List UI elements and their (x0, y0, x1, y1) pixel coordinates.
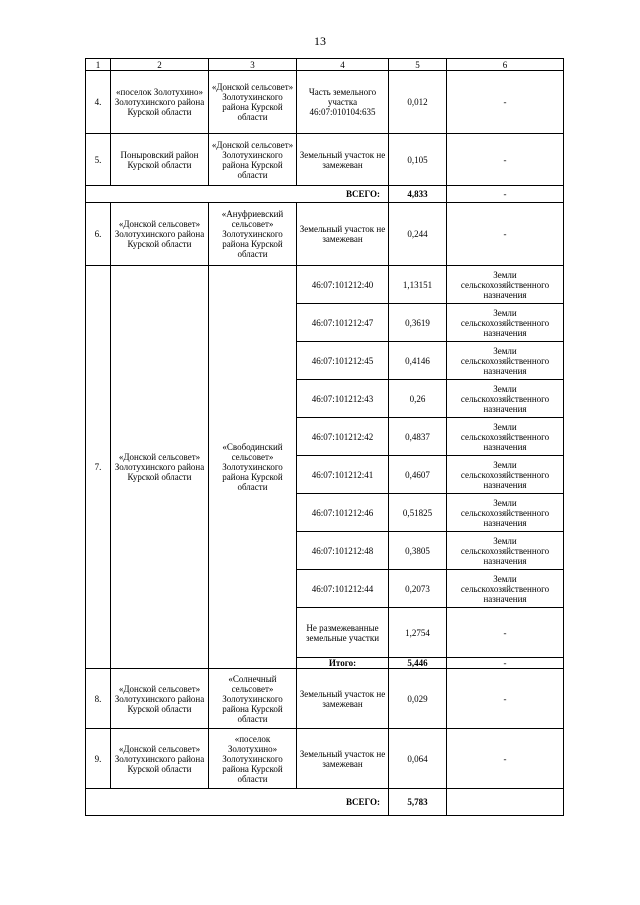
parcel-cell: 46:07:101212:46 (297, 494, 389, 532)
parcel-cell: Земельный участок не замежеван (297, 669, 389, 729)
category-cell: - (447, 729, 564, 789)
total-label: ВСЕГО: (86, 789, 389, 816)
municipality-cell: Поныровский район Курской области (111, 134, 209, 186)
area-cell: 0,4607 (389, 456, 447, 494)
area-cell: 1,2754 (389, 608, 447, 658)
header-cell: 6 (447, 59, 564, 71)
category-cell: Земли сельскохозяйственного назначения (447, 380, 564, 418)
category-cell: - (447, 134, 564, 186)
council-cell: «поселок Золотухино» Золотухинского района Курской области (209, 729, 297, 789)
parcel-cell: 46:07:101212:47 (297, 304, 389, 342)
parcel-cell: 46:07:101212:42 (297, 418, 389, 456)
category-cell: - (447, 608, 564, 658)
parcel-cell: 46:07:101212:43 (297, 380, 389, 418)
area-cell: 0,4146 (389, 342, 447, 380)
total-area: 4,833 (389, 186, 447, 203)
row-number: 4. (86, 71, 111, 134)
council-cell: «Солнечный сельсовет» Золотухинского района Курской области (209, 669, 297, 729)
parcel-cell: Часть земельного участка 46:07:010104:635 (297, 71, 389, 134)
area-cell: 0,029 (389, 669, 447, 729)
parcel-cell: 46:07:101212:41 (297, 456, 389, 494)
area-cell: 0,4837 (389, 418, 447, 456)
header-cell: 1 (86, 59, 111, 71)
council-cell: «Ануфриевский сельсовет» Золотухинского района Курской области (209, 203, 297, 266)
area-cell: 0,2073 (389, 570, 447, 608)
category-cell: - (447, 203, 564, 266)
total-category (447, 789, 564, 816)
row-number: 5. (86, 134, 111, 186)
total-row (86, 789, 564, 816)
row-number: 9. (86, 729, 111, 789)
category-cell: Земли сельскохозяйственного назначения (447, 266, 564, 304)
municipality-cell: «Донской сельсовет» Золотухинского района Курской области (111, 669, 209, 729)
parcel-cell: Земельный участок не замежеван (297, 134, 389, 186)
table-row (86, 203, 564, 266)
table-row (86, 71, 564, 134)
header-row (86, 59, 564, 71)
row-number: 6. (86, 203, 111, 266)
municipality-cell: «Донской сельсовет» Золотухинского района Курской области (111, 266, 209, 669)
council-cell: «Донской сельсовет» Золотухинского района Курской области (209, 71, 297, 134)
table-row (86, 729, 564, 789)
area-cell: 0,012 (389, 71, 447, 134)
area-cell: 0,51825 (389, 494, 447, 532)
total-row (86, 186, 564, 203)
category-cell: - (447, 71, 564, 134)
area-cell: 0,244 (389, 203, 447, 266)
category-cell: Земли сельскохозяйственного назначения (447, 456, 564, 494)
category-cell: Земли сельскохозяйственного назначения (447, 342, 564, 380)
parcel-cell: 46:07:101212:48 (297, 532, 389, 570)
category-cell: - (447, 669, 564, 729)
total-label: ВСЕГО: (86, 186, 389, 203)
subtotal-label: Итого: (297, 658, 389, 669)
municipality-cell: «Донской сельсовет» Золотухинского района Курской области (111, 203, 209, 266)
header-cell: 5 (389, 59, 447, 71)
total-category: - (447, 186, 564, 203)
table-row (86, 266, 564, 304)
row-number: 7. (86, 266, 111, 669)
area-cell: 0,105 (389, 134, 447, 186)
total-area: 5,783 (389, 789, 447, 816)
category-cell: Земли сельскохозяйственного назначения (447, 418, 564, 456)
municipality-cell: «Донской сельсовет» Золотухинского района Курской области (111, 729, 209, 789)
table-row (86, 134, 564, 186)
category-cell: Земли сельскохозяйственного назначения (447, 494, 564, 532)
page-number: 13 (314, 34, 326, 48)
header-cell: 4 (297, 59, 389, 71)
parcel-cell: 46:07:101212:44 (297, 570, 389, 608)
parcel-cell: 46:07:101212:45 (297, 342, 389, 380)
table-row (86, 669, 564, 729)
subtotal-category: - (447, 658, 564, 669)
parcel-cell: Земельный участок не замежеван (297, 729, 389, 789)
area-cell: 0,3805 (389, 532, 447, 570)
land-parcels-table (85, 58, 564, 816)
row-number: 8. (86, 669, 111, 729)
subtotal-area: 5,446 (389, 658, 447, 669)
category-cell: Земли сельскохозяйственного назначения (447, 570, 564, 608)
header-cell: 2 (111, 59, 209, 71)
category-cell: Земли сельскохозяйственного назначения (447, 532, 564, 570)
municipality-cell: «поселок Золотухино» Золотухинского района Курской области (111, 71, 209, 134)
council-cell: «Свободинский сельсовет» Золотухинского района Курской области (209, 266, 297, 669)
category-cell: Земли сельскохозяйственного назначения (447, 304, 564, 342)
area-cell: 0,064 (389, 729, 447, 789)
header-cell: 3 (209, 59, 297, 71)
parcel-cell: Не размежеванные земельные участки (297, 608, 389, 658)
parcel-cell: Земельный участок не замежеван (297, 203, 389, 266)
area-cell: 0,3619 (389, 304, 447, 342)
council-cell: «Донской сельсовет» Золотухинского района Курской области (209, 134, 297, 186)
area-cell: 0,26 (389, 380, 447, 418)
area-cell: 1,13151 (389, 266, 447, 304)
parcel-cell: 46:07:101212:40 (297, 266, 389, 304)
